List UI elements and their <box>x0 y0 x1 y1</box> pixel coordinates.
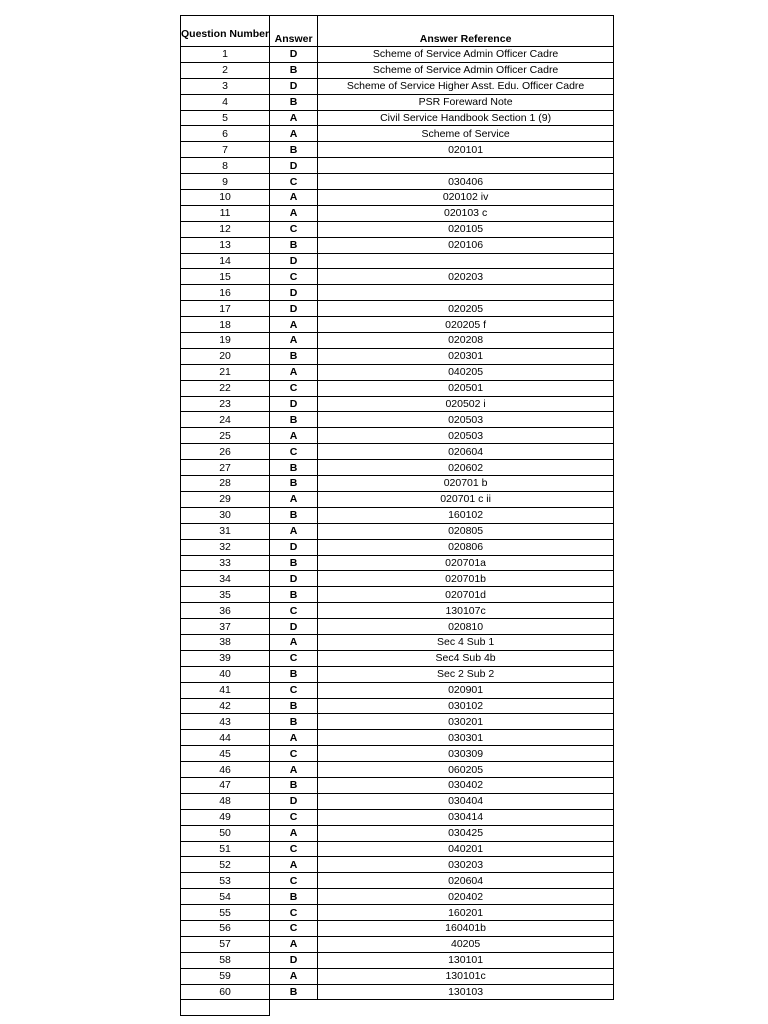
answer-reference-cell: 020901 <box>318 682 614 698</box>
table-row <box>181 841 614 857</box>
question-number-cell: 10 <box>181 190 270 206</box>
answer-reference-header: Answer Reference <box>318 16 614 47</box>
answer-cell: C <box>270 809 318 825</box>
answer-reference-cell: Scheme of Service Admin Officer Cadre <box>318 62 614 78</box>
answer-cell: A <box>270 364 318 380</box>
table-row <box>181 920 614 936</box>
question-number-cell: 56 <box>181 920 270 936</box>
answer-cell: B <box>270 476 318 492</box>
question-number-cell: 33 <box>181 555 270 571</box>
answer-cell: D <box>270 301 318 317</box>
table-row <box>181 539 614 555</box>
question-number-cell: 51 <box>181 841 270 857</box>
answer-header: Answer <box>270 16 318 47</box>
table-row <box>181 746 614 762</box>
answer-cell: D <box>270 285 318 301</box>
question-number-cell: 16 <box>181 285 270 301</box>
table-row <box>181 174 614 190</box>
answer-reference-cell: 020701a <box>318 555 614 571</box>
table-row <box>181 825 614 841</box>
answer-cell: B <box>270 412 318 428</box>
table-row <box>181 619 614 635</box>
answer-reference-cell: Scheme of Service Admin Officer Cadre <box>318 47 614 63</box>
question-number-cell: 3 <box>181 78 270 94</box>
answer-cell: A <box>270 762 318 778</box>
table-body <box>181 47 614 1000</box>
answer-reference-cell: 160201 <box>318 905 614 921</box>
question-number-cell: 31 <box>181 523 270 539</box>
table-row <box>181 460 614 476</box>
question-number-cell: 17 <box>181 301 270 317</box>
answer-cell: A <box>270 936 318 952</box>
answer-reference-cell: 160401b <box>318 920 614 936</box>
answer-reference-cell: 020203 <box>318 269 614 285</box>
answer-reference-cell: 030301 <box>318 730 614 746</box>
question-number-cell: 59 <box>181 968 270 984</box>
answer-cell: A <box>270 126 318 142</box>
table-row <box>181 78 614 94</box>
answer-cell: A <box>270 523 318 539</box>
empty-cell <box>270 1000 318 1016</box>
question-number-cell: 34 <box>181 571 270 587</box>
table-row <box>181 190 614 206</box>
answer-cell: C <box>270 746 318 762</box>
answer-reference-cell: 160102 <box>318 507 614 523</box>
answer-cell: C <box>270 174 318 190</box>
table-footer <box>181 1000 614 1016</box>
table-header <box>181 16 614 47</box>
answer-reference-cell: 040205 <box>318 364 614 380</box>
answer-reference-cell: 020205 f <box>318 317 614 333</box>
answer-cell: B <box>270 507 318 523</box>
question-number-cell: 27 <box>181 460 270 476</box>
answer-cell: B <box>270 984 318 1000</box>
question-number-cell: 5 <box>181 110 270 126</box>
table-row <box>181 523 614 539</box>
answer-reference-cell: 030102 <box>318 698 614 714</box>
answer-cell: D <box>270 952 318 968</box>
blank-row <box>181 1000 614 1016</box>
table-row <box>181 666 614 682</box>
answer-reference-cell: PSR Foreward Note <box>318 94 614 110</box>
question-number-cell: 57 <box>181 936 270 952</box>
table-row <box>181 936 614 952</box>
answer-cell: B <box>270 237 318 253</box>
answer-cell: B <box>270 666 318 682</box>
answer-cell: B <box>270 777 318 793</box>
table-row <box>181 221 614 237</box>
question-number-cell: 25 <box>181 428 270 444</box>
empty-cell <box>318 1000 614 1016</box>
question-number-cell: 4 <box>181 94 270 110</box>
table-row <box>181 444 614 460</box>
answer-cell: B <box>270 348 318 364</box>
table-row <box>181 555 614 571</box>
table-row <box>181 269 614 285</box>
answer-reference-cell: 130101 <box>318 952 614 968</box>
table-row <box>181 634 614 650</box>
answer-reference-cell: 020806 <box>318 539 614 555</box>
answer-key-table <box>180 15 614 1016</box>
table-row <box>181 333 614 349</box>
answer-cell: C <box>270 603 318 619</box>
table-row <box>181 364 614 380</box>
answer-reference-cell: Scheme of Service Higher Asst. Edu. Officer Cadre <box>318 78 614 94</box>
answer-reference-cell: 020805 <box>318 523 614 539</box>
answer-cell: D <box>270 571 318 587</box>
answer-cell: C <box>270 221 318 237</box>
answer-reference-cell: 030309 <box>318 746 614 762</box>
answer-reference-cell: 060205 <box>318 762 614 778</box>
answer-cell: D <box>270 78 318 94</box>
answer-reference-cell: 030201 <box>318 714 614 730</box>
answer-cell: B <box>270 889 318 905</box>
table-row <box>181 396 614 412</box>
answer-reference-cell: 030414 <box>318 809 614 825</box>
answer-cell: A <box>270 110 318 126</box>
table-row <box>181 62 614 78</box>
answer-cell: B <box>270 62 318 78</box>
question-number-cell: 60 <box>181 984 270 1000</box>
answer-cell: A <box>270 317 318 333</box>
answer-reference-cell: Sec 2 Sub 2 <box>318 666 614 682</box>
answer-reference-cell: 020701b <box>318 571 614 587</box>
question-number-cell: 38 <box>181 634 270 650</box>
question-number-cell: 30 <box>181 507 270 523</box>
answer-reference-cell: 020103 c <box>318 205 614 221</box>
table-row <box>181 984 614 1000</box>
table-row <box>181 237 614 253</box>
question-number-cell: 7 <box>181 142 270 158</box>
answer-reference-cell: 020105 <box>318 221 614 237</box>
answer-reference-cell: 020205 <box>318 301 614 317</box>
answer-cell: C <box>270 650 318 666</box>
answer-cell: A <box>270 333 318 349</box>
answer-cell: A <box>270 634 318 650</box>
question-number-cell: 2 <box>181 62 270 78</box>
answer-cell: C <box>270 682 318 698</box>
question-number-cell: 26 <box>181 444 270 460</box>
table-row <box>181 47 614 63</box>
table-row <box>181 126 614 142</box>
table-row <box>181 603 614 619</box>
table-row <box>181 968 614 984</box>
question-number-cell: 52 <box>181 857 270 873</box>
question-number-cell: 54 <box>181 889 270 905</box>
table-row <box>181 380 614 396</box>
question-number-cell: 15 <box>181 269 270 285</box>
question-number-cell: 21 <box>181 364 270 380</box>
question-number-cell: 53 <box>181 873 270 889</box>
answer-cell: B <box>270 142 318 158</box>
question-number-cell: 29 <box>181 491 270 507</box>
answer-cell: B <box>270 94 318 110</box>
question-number-cell: 41 <box>181 682 270 698</box>
answer-reference-cell: 020208 <box>318 333 614 349</box>
answer-cell: C <box>270 920 318 936</box>
question-number-cell: 8 <box>181 158 270 174</box>
answer-reference-cell <box>318 285 614 301</box>
table-row <box>181 348 614 364</box>
answer-cell: B <box>270 460 318 476</box>
answer-reference-cell: Civil Service Handbook Section 1 (9) <box>318 110 614 126</box>
answer-reference-cell <box>318 253 614 269</box>
answer-cell: D <box>270 619 318 635</box>
table-row <box>181 285 614 301</box>
question-number-cell: 58 <box>181 952 270 968</box>
table-row <box>181 762 614 778</box>
question-number-cell: 36 <box>181 603 270 619</box>
table-row <box>181 650 614 666</box>
answer-reference-cell: 020102 iv <box>318 190 614 206</box>
question-number-cell: 12 <box>181 221 270 237</box>
table-row <box>181 714 614 730</box>
answer-reference-cell: 030425 <box>318 825 614 841</box>
answer-reference-cell: 020604 <box>318 873 614 889</box>
question-number-cell: 24 <box>181 412 270 428</box>
answer-cell: D <box>270 793 318 809</box>
question-number-cell: 50 <box>181 825 270 841</box>
question-number-cell: 42 <box>181 698 270 714</box>
question-number-cell: 40 <box>181 666 270 682</box>
question-number-cell: 35 <box>181 587 270 603</box>
answer-cell: C <box>270 380 318 396</box>
question-number-cell: 6 <box>181 126 270 142</box>
table-row <box>181 428 614 444</box>
table-row <box>181 412 614 428</box>
table-row <box>181 476 614 492</box>
question-number-cell: 11 <box>181 205 270 221</box>
question-number-cell: 37 <box>181 619 270 635</box>
question-number-cell: 47 <box>181 777 270 793</box>
table-row <box>181 110 614 126</box>
answer-reference-cell: 130103 <box>318 984 614 1000</box>
answer-cell: D <box>270 253 318 269</box>
table-row <box>181 142 614 158</box>
table-row <box>181 682 614 698</box>
table-row <box>181 587 614 603</box>
answer-reference-cell: Scheme of Service <box>318 126 614 142</box>
table-row <box>181 205 614 221</box>
blank-cell <box>181 1000 270 1016</box>
table-row <box>181 793 614 809</box>
answer-cell: B <box>270 587 318 603</box>
answer-cell: A <box>270 825 318 841</box>
answer-cell: D <box>270 396 318 412</box>
answer-reference-cell: 020106 <box>318 237 614 253</box>
answer-reference-cell: 020810 <box>318 619 614 635</box>
answer-cell: C <box>270 873 318 889</box>
answer-cell: D <box>270 539 318 555</box>
answer-reference-cell <box>318 158 614 174</box>
answer-cell: A <box>270 491 318 507</box>
table-row <box>181 809 614 825</box>
question-number-cell: 39 <box>181 650 270 666</box>
answer-reference-cell: 020101 <box>318 142 614 158</box>
answer-reference-cell: 020701 b <box>318 476 614 492</box>
answer-cell: A <box>270 857 318 873</box>
answer-cell: B <box>270 555 318 571</box>
answer-reference-cell: Sec4 Sub 4b <box>318 650 614 666</box>
table-row <box>181 317 614 333</box>
question-number-cell: 48 <box>181 793 270 809</box>
table-row <box>181 857 614 873</box>
table-row <box>181 777 614 793</box>
answer-cell: A <box>270 730 318 746</box>
answer-cell: A <box>270 190 318 206</box>
question-number-cell: 49 <box>181 809 270 825</box>
answer-cell: B <box>270 698 318 714</box>
table-row <box>181 952 614 968</box>
answer-reference-cell: 020503 <box>318 428 614 444</box>
answer-reference-cell: 020604 <box>318 444 614 460</box>
answer-reference-cell: 020501 <box>318 380 614 396</box>
answer-reference-cell: 020402 <box>318 889 614 905</box>
answer-cell: B <box>270 714 318 730</box>
table-row <box>181 301 614 317</box>
question-number-cell: 43 <box>181 714 270 730</box>
answer-reference-cell: 020602 <box>318 460 614 476</box>
question-number-cell: 18 <box>181 317 270 333</box>
answer-cell: C <box>270 905 318 921</box>
question-number-cell: 46 <box>181 762 270 778</box>
answer-reference-cell: 040201 <box>318 841 614 857</box>
question-number-cell: 20 <box>181 348 270 364</box>
table-row <box>181 889 614 905</box>
answer-reference-cell: 030402 <box>318 777 614 793</box>
question-number-cell: 32 <box>181 539 270 555</box>
answer-reference-cell: 030404 <box>318 793 614 809</box>
question-number-cell: 23 <box>181 396 270 412</box>
question-number-cell: 55 <box>181 905 270 921</box>
question-number-cell: 19 <box>181 333 270 349</box>
table-row <box>181 491 614 507</box>
question-number-cell: 44 <box>181 730 270 746</box>
table-row <box>181 94 614 110</box>
question-number-cell: 22 <box>181 380 270 396</box>
table-row <box>181 571 614 587</box>
question-number-cell: 28 <box>181 476 270 492</box>
answer-reference-cell: 020301 <box>318 348 614 364</box>
question-number-cell: 9 <box>181 174 270 190</box>
answer-reference-cell: 020502 i <box>318 396 614 412</box>
question-number-cell: 13 <box>181 237 270 253</box>
answer-reference-cell: 40205 <box>318 936 614 952</box>
answer-reference-cell: 030203 <box>318 857 614 873</box>
table-row <box>181 905 614 921</box>
table-row <box>181 730 614 746</box>
question-number-header: Question Number <box>181 16 270 47</box>
answer-reference-cell: 030406 <box>318 174 614 190</box>
answer-cell: D <box>270 158 318 174</box>
table-row <box>181 873 614 889</box>
answer-cell: A <box>270 428 318 444</box>
question-number-cell: 1 <box>181 47 270 63</box>
question-number-cell: 45 <box>181 746 270 762</box>
answer-reference-cell: 130107c <box>318 603 614 619</box>
answer-reference-cell: 130101c <box>318 968 614 984</box>
answer-cell: D <box>270 47 318 63</box>
answer-reference-cell: 020701 c ii <box>318 491 614 507</box>
table-row <box>181 253 614 269</box>
table-row <box>181 507 614 523</box>
answer-reference-cell: 020503 <box>318 412 614 428</box>
table-row <box>181 158 614 174</box>
answer-cell: C <box>270 269 318 285</box>
answer-cell: C <box>270 841 318 857</box>
answer-cell: A <box>270 205 318 221</box>
question-number-cell: 14 <box>181 253 270 269</box>
answer-cell: C <box>270 444 318 460</box>
answer-cell: A <box>270 968 318 984</box>
answer-reference-cell: Sec 4 Sub 1 <box>318 634 614 650</box>
table-row <box>181 698 614 714</box>
answer-reference-cell: 020701d <box>318 587 614 603</box>
